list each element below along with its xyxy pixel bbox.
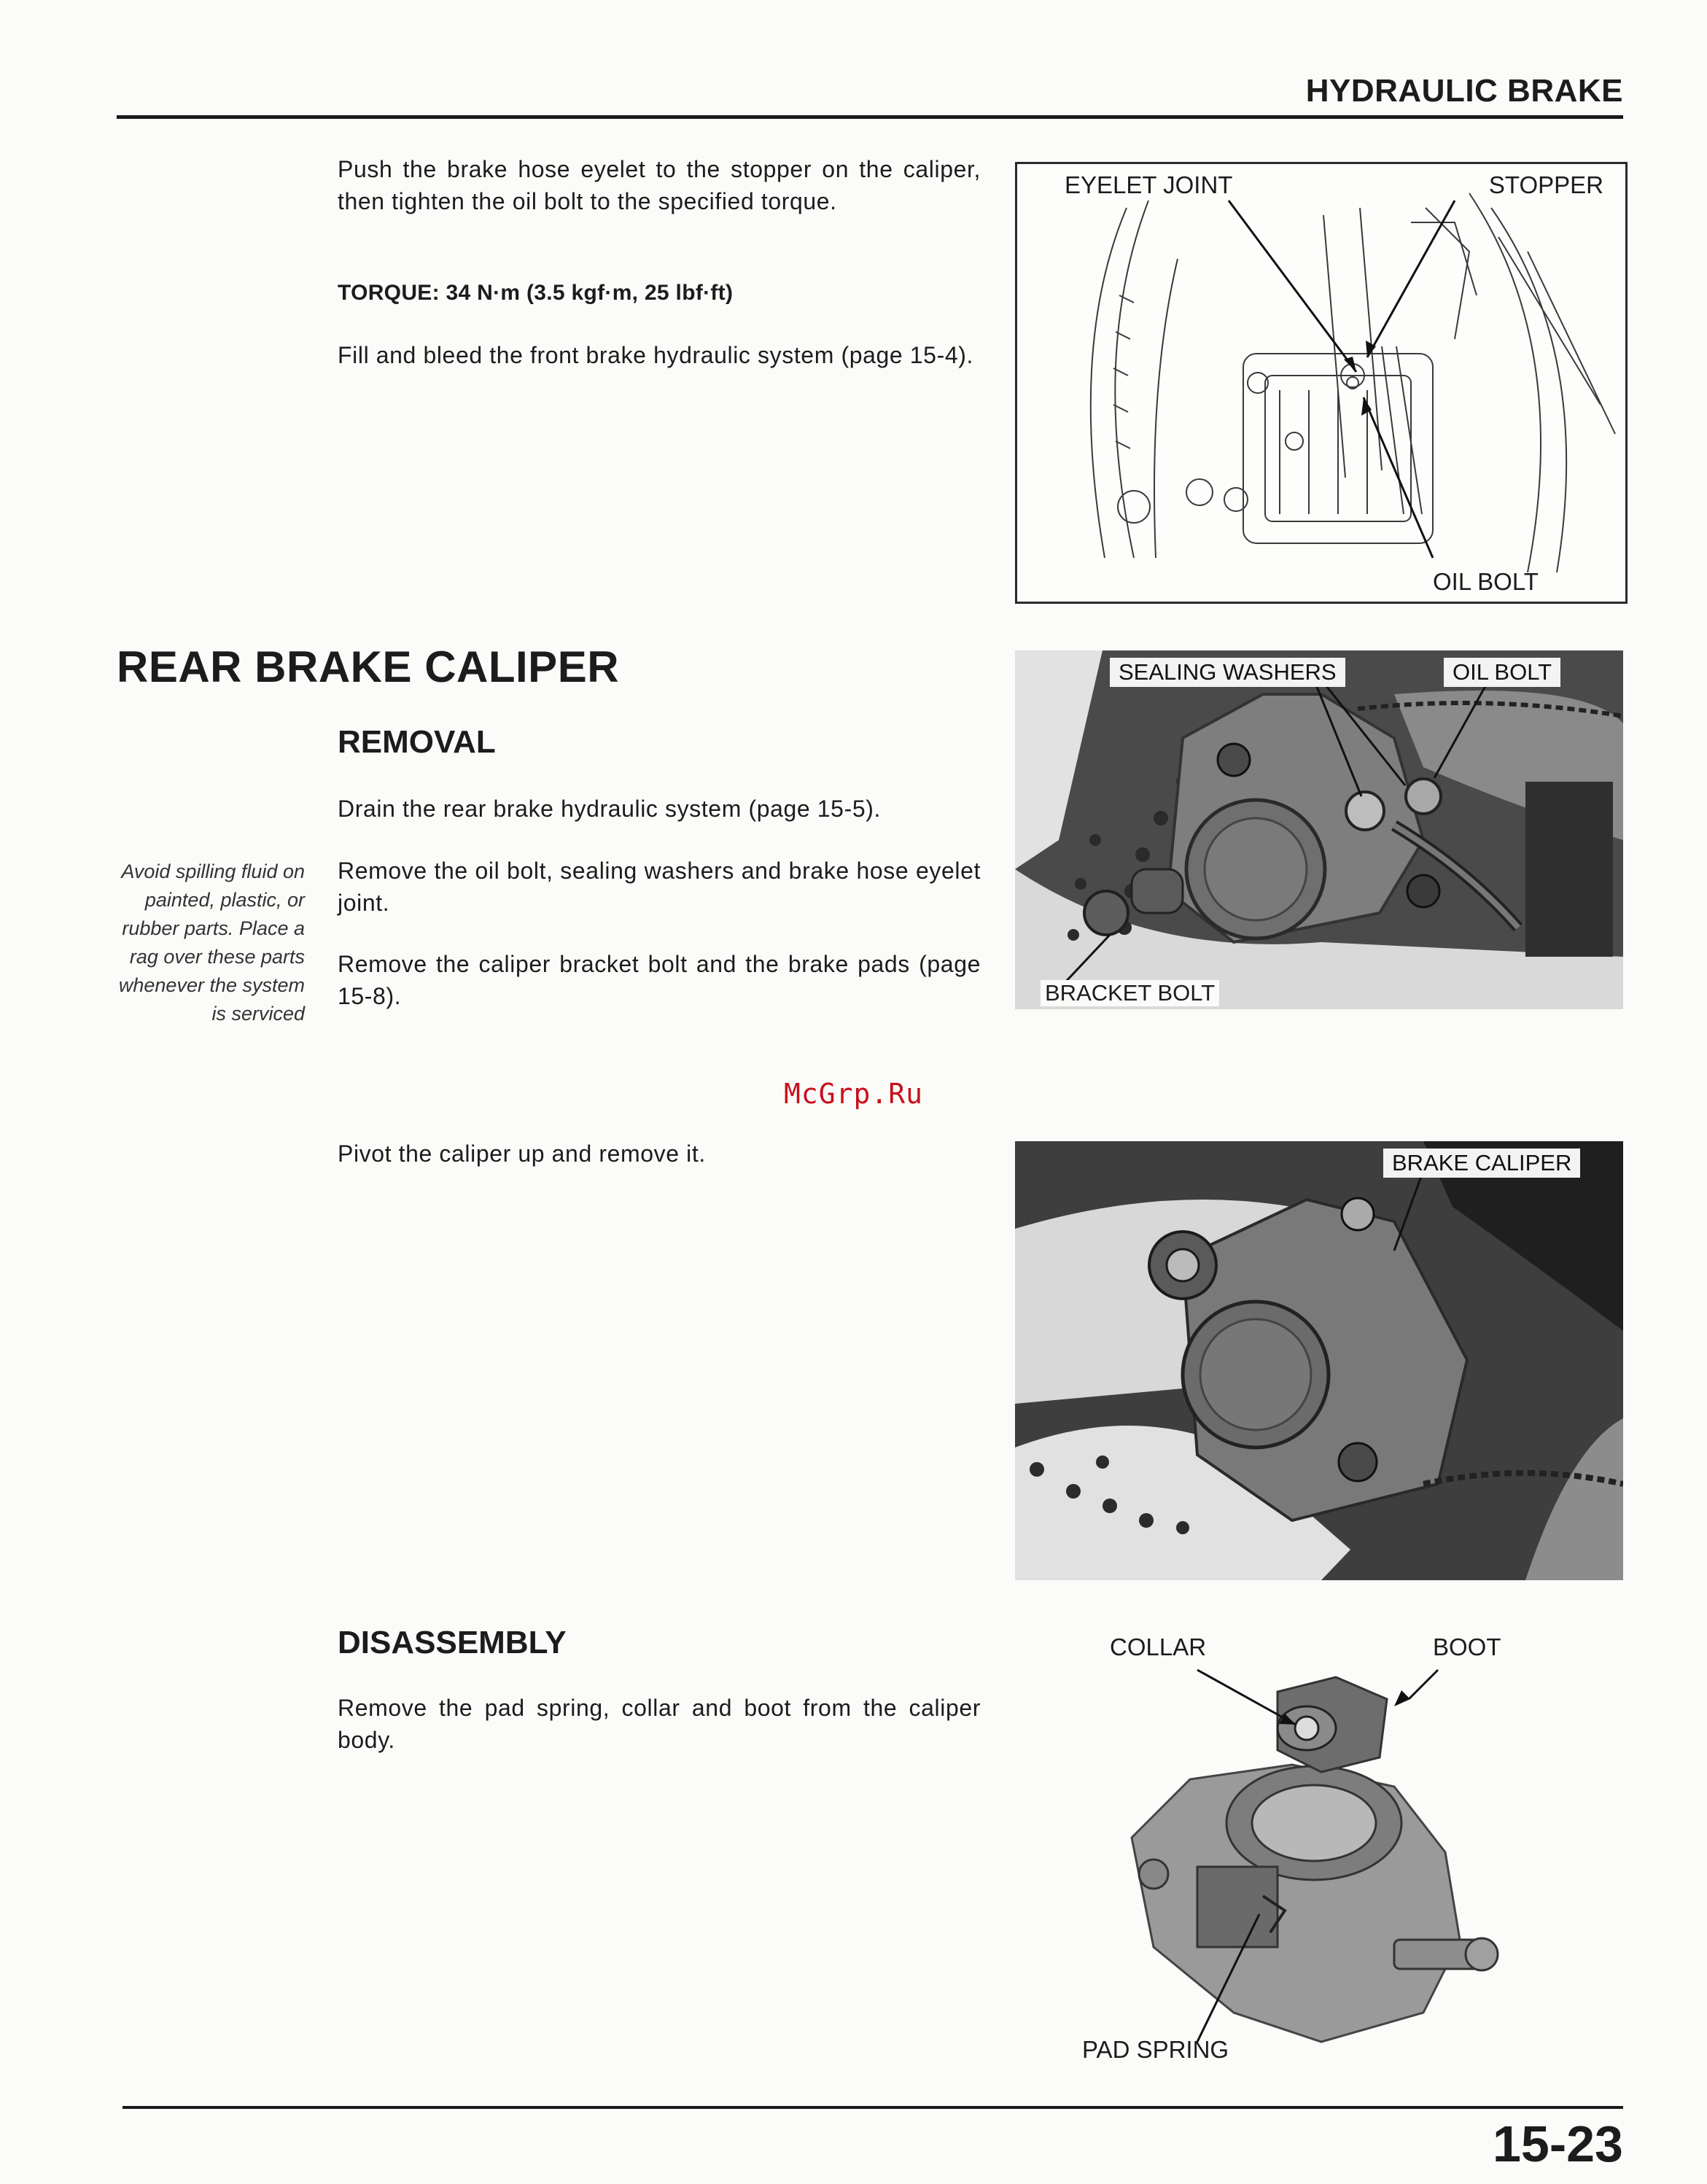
watermark: McGrp.Ru <box>784 1078 924 1110</box>
label-pad-spring: PAD SPRING <box>1082 2036 1229 2063</box>
torque-spec: TORQUE: 34 N·m (3.5 kgf·m, 25 lbf·ft) <box>338 281 734 305</box>
label-boot: BOOT <box>1433 1633 1501 1660</box>
header-rule <box>117 115 1623 119</box>
front-caliper-drawing <box>1017 164 1625 602</box>
figure-front-caliper <box>1015 162 1628 604</box>
removal-step-1: Drain the rear brake hydraulic system (page 15-5). <box>338 796 881 822</box>
section-title: REAR BRAKE CALIPER <box>117 642 620 691</box>
removal-step-4: Pivot the caliper up and remove it. <box>338 1140 706 1167</box>
disassembly-step-1: Remove the pad spring, collar and boot from the caliper body. <box>338 1695 981 1753</box>
label-oil-bolt-photo: OIL BOLT <box>1444 658 1560 687</box>
label-eyelet-joint: EYELET JOINT <box>1065 171 1233 198</box>
figure-sealing-washers-photo <box>1015 650 1623 1009</box>
footer-rule <box>123 2106 1623 2109</box>
label-oil-bolt: OIL BOLT <box>1433 568 1539 595</box>
caliper-photo-2 <box>1015 1141 1623 1580</box>
caliper-photo-1 <box>1015 650 1623 1009</box>
removal-step-2: Remove the oil bolt, sealing washers and brake hose eyelet joint. <box>338 858 981 916</box>
removal-step-3: Remove the caliper bracket bolt and the brake pads (page 15-8). <box>338 951 981 1009</box>
page-number: 15-23 <box>1492 2115 1623 2172</box>
label-stopper: STOPPER <box>1488 171 1603 198</box>
removal-title: REMOVAL <box>338 724 496 760</box>
figure-caliper-body <box>1015 1633 1623 2071</box>
label-sealing-washers: SEALING WASHERS <box>1110 658 1345 687</box>
intro-paragraph-1: Push the brake hose eyelet to the stopper on the caliper, then tighten the oil bolt to the specified torque. <box>338 156 981 214</box>
label-bracket-bolt: BRACKET BOLT <box>1041 980 1219 1006</box>
side-note: Avoid spilling fluid on painted, plastic, or rubber parts. Place a rag over these parts whenever the system is serviced <box>118 860 305 1025</box>
header-title: HYDRAULIC BRAKE <box>1305 73 1623 109</box>
intro-paragraph-2: Fill and bleed the front brake hydraulic system (page 15-4). <box>338 342 973 368</box>
label-collar: COLLAR <box>1110 1633 1207 1660</box>
figure-brake-caliper-photo <box>1015 1141 1623 1580</box>
disassembly-title: DISASSEMBLY <box>338 1625 567 1660</box>
label-brake-caliper: BRAKE CALIPER <box>1383 1149 1580 1178</box>
caliper-body-drawing <box>1015 1633 1623 2071</box>
